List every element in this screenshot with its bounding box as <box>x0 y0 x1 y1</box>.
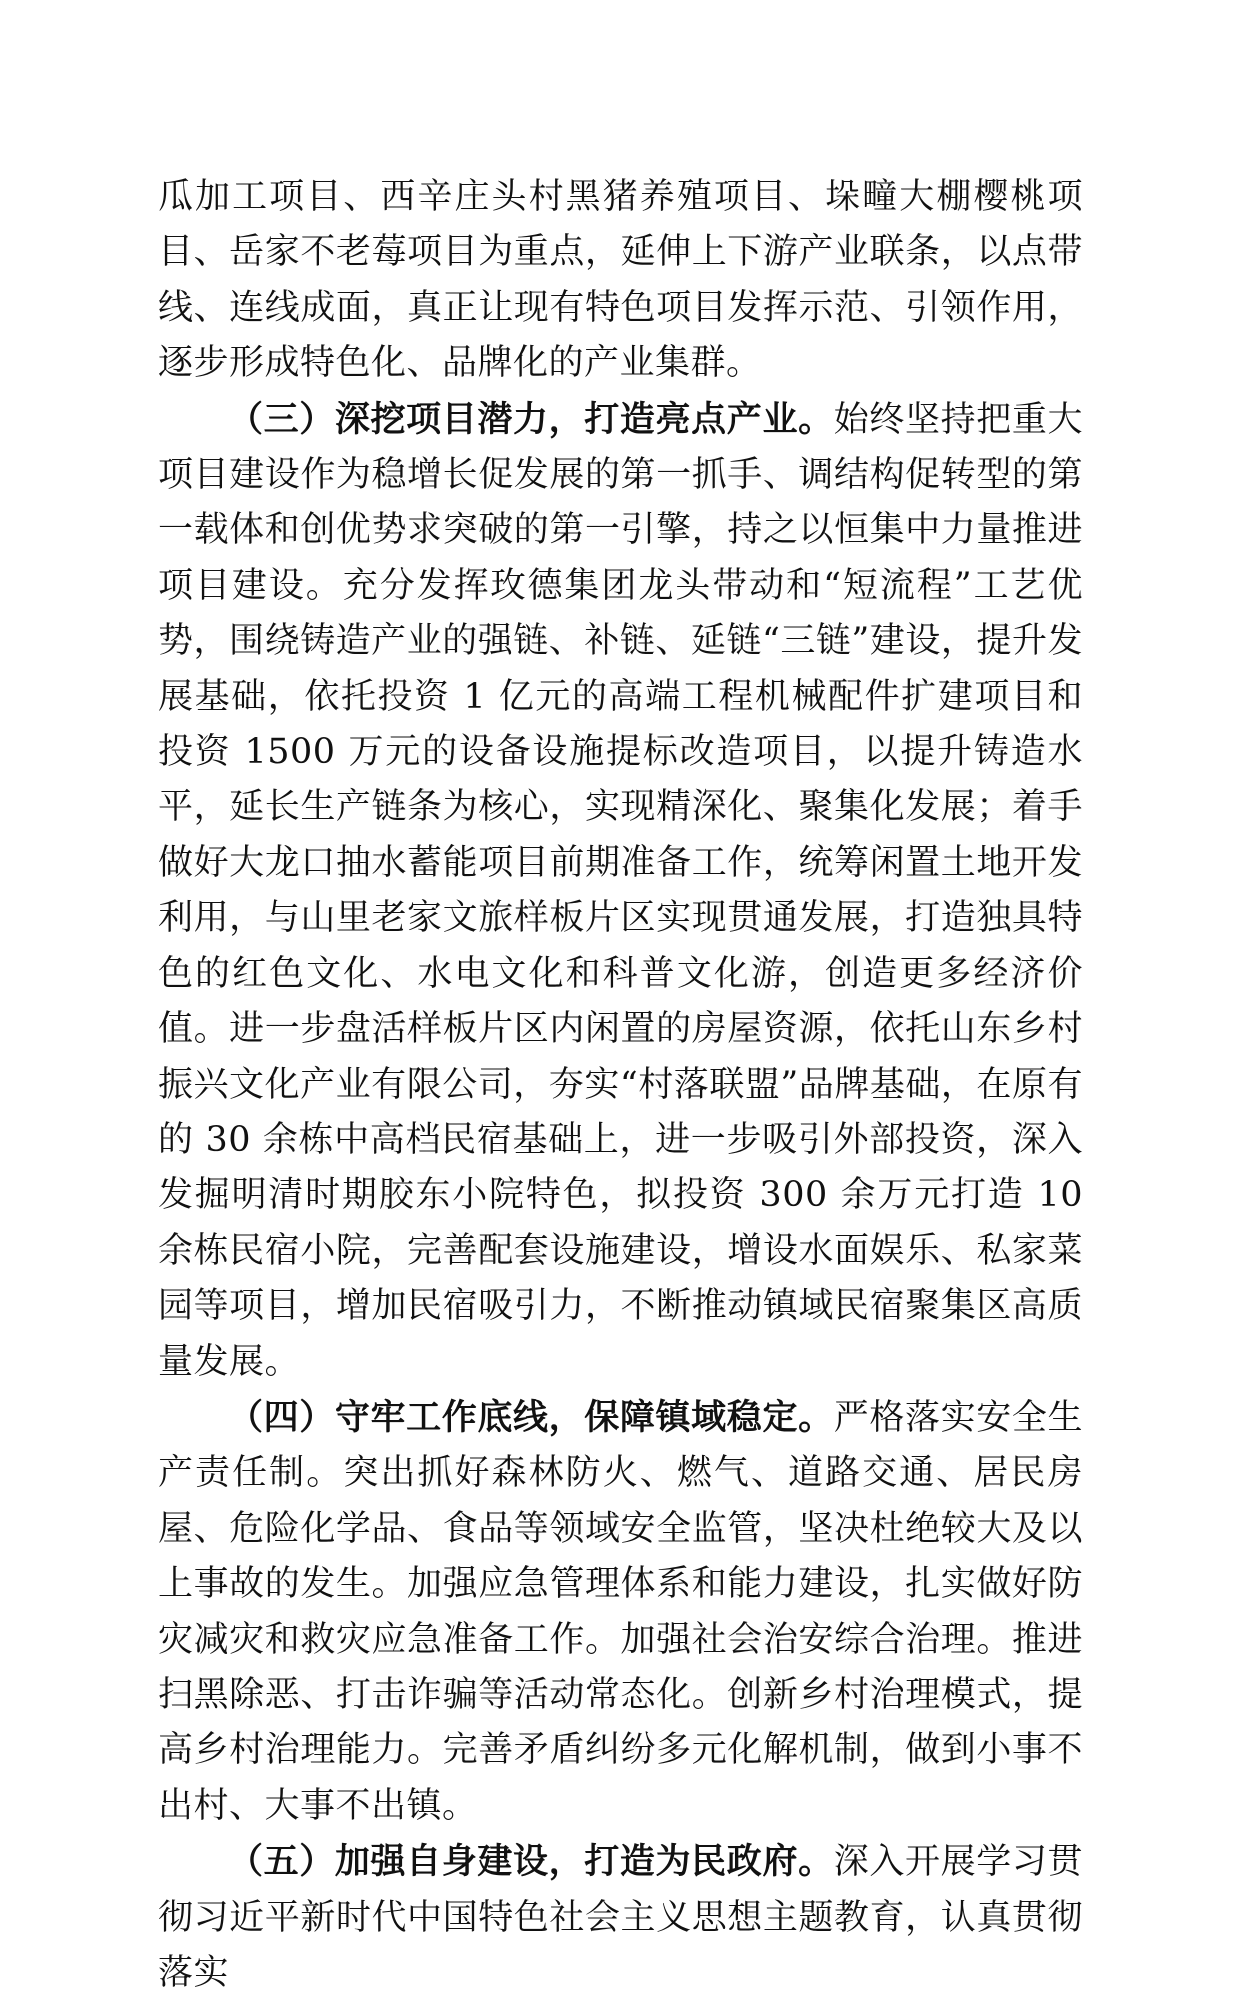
paragraph-section-4 <box>158 1390 1083 1834</box>
section-heading: （四）守牢工作底线，保障镇域稳定。 <box>228 1396 834 1438</box>
section-heading: （五）加强自身建设，打造为民政府。 <box>228 1841 834 1883</box>
paragraph-body: 严格落实安全生产责任制。突出抓好森林防火、燃气、道路交通、居民房屋、危险化学品、食品等领域安全监管，坚决杜绝较大及以上事故的发生。加强应急管理体系和能力建设，扎实做好防灾减灾和救灾应急准备工作。加强社会治安综合治理。推进扫黑除恶、打击诈骗等活动常态化。创新乡村治理模式，提高乡村治理能力。完善矛盾纠纷多元化解机制，做到小事不出村、大事不出镇。 <box>158 1397 1083 1826</box>
paragraph-continuation <box>158 170 1083 392</box>
paragraph-body: 瓜加工项目、西辛庄头村黑猪养殖项目、垛疃大棚樱桃项目、岳家不老莓项目为重点，延伸上下游产业联条，以点带线、连线成面，真正让现有特色项目发挥示范、引领作用，逐步形成特色化、品牌化的产业集群。 <box>158 177 1083 384</box>
section-heading: （三）深挖项目潜力，打造亮点产业。 <box>228 398 834 440</box>
paragraph-body: 始终坚持把重大项目建设作为稳增长促发展的第一抓手、调结构促转型的第一载体和创优势求突破的第一引擎，持之以恒集中力量推进项目建设。充分发挥玫德集团龙头带动和“短流程”工艺优势，围绕铸造产业的强链、补链、延链“三链”建设，提升发展基础，依托投资 1 亿元的高端工程机械配件扩建项目和投资 1500 万元的设备设施提标改造项目，以提升铸造水平，延长生产链条为核心，实现精深化、聚集化发展；着手做好大龙口抽水蓄能项目前期准备工作，统筹闲置土地开发利用，与山里老家文旅样板片区实现贯通发展，打造独具特色的红色文化、水电文化和科普文化游，创造更多经济价值。进一步盘活样板片区内闲置的房屋资源，依托山东乡村振兴文化产业有限公司，夯实“村落联盟”品牌基础，在原有的 30 余栋中高档民宿基础上，进一步吸引外部投资，深入发掘明清时期胶东小院特色，拟投资 300 余万元打造 10 余栋民宿小院，完善配套设施建设，增设水面娱乐、私家菜园等项目，增加民宿吸引力，不断推动镇域民宿聚集区高质量发展。 <box>158 399 1083 1382</box>
paragraph-body: 深入开展学习贯彻习近平新时代中国特色社会主义思想主题教育，认真贯彻落实 <box>158 1842 1083 1993</box>
document-body <box>158 170 1083 2001</box>
paragraph-section-3 <box>158 392 1083 1390</box>
paragraph-section-5 <box>158 1834 1083 2001</box>
